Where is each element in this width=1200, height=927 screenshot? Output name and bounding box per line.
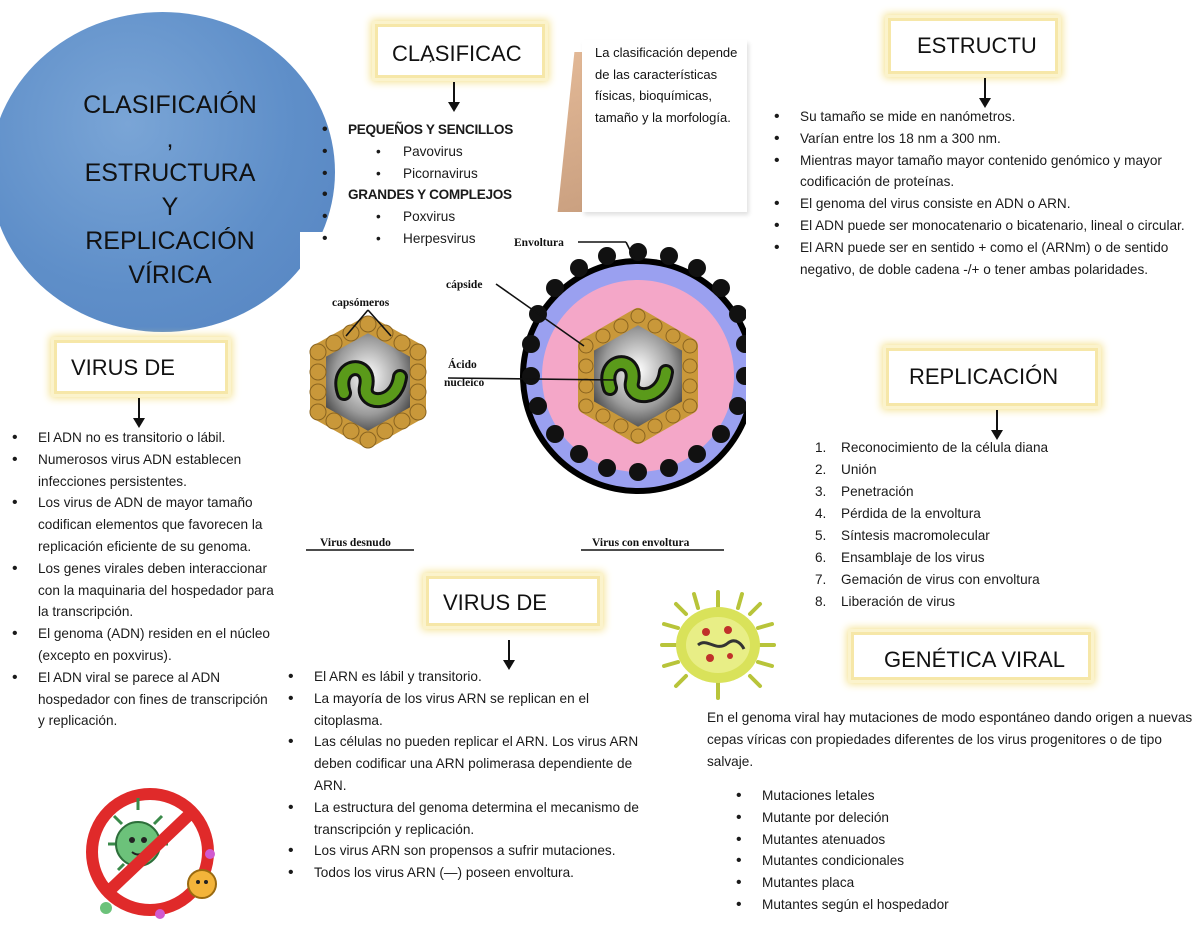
replicacion-heading (886, 348, 1098, 406)
group-label: PEQUEÑOS Y SENCILLOS (348, 122, 513, 137)
list-item: 8. Liberación de virus (815, 594, 956, 609)
list-item: • El ADN viral se parece al ADN hospedador con fines de transcripción y replicación. (10, 667, 275, 732)
clasificacion-group (320, 184, 580, 206)
list-item: • El ADN puede ser monocatenario o bicatenario, lineal o circular. (772, 215, 1192, 237)
main-title (40, 88, 300, 292)
list-item: • • Pavovirus (320, 141, 580, 163)
list-item: • El genoma del virus consiste en ADN o ARN. (772, 193, 1192, 215)
list-item: 7. Gemación de virus con envoltura (815, 572, 1040, 587)
group-label: GRANDES Y COMPLEJOS (348, 187, 512, 203)
label-nucleico: nucleico (444, 377, 485, 389)
list-item: • El ADN no es transitorio o lábil. (10, 427, 275, 449)
title-line: REPLICACIÓN (85, 227, 255, 255)
virus-arn-heading-text: VIRUS DE (443, 590, 547, 615)
virus-arn-heading (426, 576, 600, 626)
caption-desnudo: Virus desnudo (320, 537, 391, 549)
clasificacion-heading-text: CLASIFICAC (392, 41, 522, 66)
genetica-paragraph: En el genoma viral hay mutaciones de modo espontáneo dando origen a nuevas cepas víricas con propiedades diferentes de los virus progenitores o de tipo salvaje. (707, 710, 1193, 769)
list-item: 1. Reconocimiento de la célula diana (815, 440, 1049, 455)
list-item: 2. Unión (815, 462, 877, 477)
clasificacion-group (320, 119, 580, 141)
list-item: • Mutaciones letales (734, 785, 1034, 807)
list-item: 5. Síntesis macromolecular (815, 528, 990, 543)
caption-envoltura: Virus con envoltura (592, 537, 690, 549)
title-line: ESTRUCTURA (84, 159, 256, 187)
list-item: • Los virus de ADN de mayor tamaño codifican elementos que favorecen la replicación eficiente de su genoma. (10, 492, 275, 557)
list-item: • • Herpesvirus (320, 228, 580, 250)
virus-adn-list (10, 427, 275, 732)
list-item: • El ARN puede ser en sentido + como el (ARNm) o de sentido negativo, de doble cadena -/+ o tener ambas polaridades. (772, 237, 1192, 281)
list-item: • Mutantes atenuados (734, 829, 1034, 851)
arrow-virus-arn (508, 640, 510, 662)
list-item: • Mutantes condicionales (734, 850, 1034, 872)
list-item: 6. Ensamblaje de los virus (815, 550, 985, 565)
list-item: • Todos los virus ARN (—) poseen envoltura. (286, 862, 646, 884)
replicacion-steps (815, 437, 1115, 613)
estructura-heading-text: ESTRUCTU (917, 33, 1037, 58)
no-virus-icon (78, 780, 228, 925)
arrow-replicacion (996, 410, 998, 432)
title-line: Y (161, 193, 179, 221)
list-item: • • Picornavirus (320, 163, 580, 185)
list-item: • La estructura del genoma determina el mecanismo de transcripción y replicación. (286, 797, 646, 841)
title-line: , (166, 125, 174, 153)
replicacion-heading-text: REPLICACIÓN (909, 364, 1059, 389)
list-item: • Su tamaño se mide en nanómetros. (772, 106, 1192, 128)
virus-arn-list (286, 666, 646, 884)
virus-adn-heading (54, 340, 228, 394)
list-item: • Mutante por deleción (734, 807, 1034, 829)
list-item: • • Poxvirus (320, 206, 580, 228)
list-item: • El ARN es lábil y transitorio. (286, 666, 646, 688)
germ-icon (658, 590, 778, 700)
list-item: 4. Pérdida de la envoltura (815, 506, 981, 521)
arrow-clasificacion (453, 82, 455, 104)
list-item: • Los virus ARN son propensos a sufrir mutaciones. (286, 840, 646, 862)
list-item: • Mientras mayor tamaño mayor contenido genómico y mayor codificación de proteínas. (772, 150, 1192, 194)
arrow-virus-adn (138, 398, 140, 420)
list-item: • Mutantes placa (734, 872, 1034, 894)
label-capside: cápside (446, 279, 483, 291)
label-capsomeros: capsómeros (332, 297, 390, 309)
genetica-heading-text: GENÉTICA VIRAL (884, 647, 1065, 672)
virus-diagram (296, 228, 746, 558)
list-item: 3. Penetración (815, 484, 914, 499)
estructura-heading (888, 18, 1058, 74)
genetica-list (734, 785, 1034, 916)
list-item: • Las células no pueden replicar el ARN. Los virus ARN deben codificar una ARN polimerasa dependiente de ARN. (286, 731, 646, 796)
list-item: • Numerosos virus ADN establecen infecciones persistentes. (10, 449, 275, 493)
clasificacion-heading (375, 24, 545, 78)
list-item: • Varían entre los 18 nm a 300 nm. (772, 128, 1192, 150)
virus-adn-heading-text: VIRUS DE (71, 355, 175, 380)
genetica-heading (851, 632, 1091, 680)
label-envoltura: Envoltura (514, 237, 564, 249)
list-item: • La mayoría de los virus ARN se replican en el citoplasma. (286, 688, 646, 732)
estructura-list (772, 106, 1192, 280)
list-item: • Mutantes según el hospedador (734, 894, 1034, 916)
title-line: CLASIFICAIÓN (83, 91, 257, 119)
list-item: • El genoma (ADN) residen en el núcleo (excepto en poxvirus). (10, 623, 275, 667)
label-acido: Ácido (448, 359, 477, 371)
arrow-estructura (984, 78, 986, 100)
title-line: VÍRICA (128, 261, 212, 289)
clasificacion-note: La clasificación depende de las características físicas, bioquímicas, tamaño y la morfología. (595, 45, 738, 125)
list-item: • Los genes virales deben interaccionar con la maquinaria del hospedador para la transcripción. (10, 558, 275, 623)
